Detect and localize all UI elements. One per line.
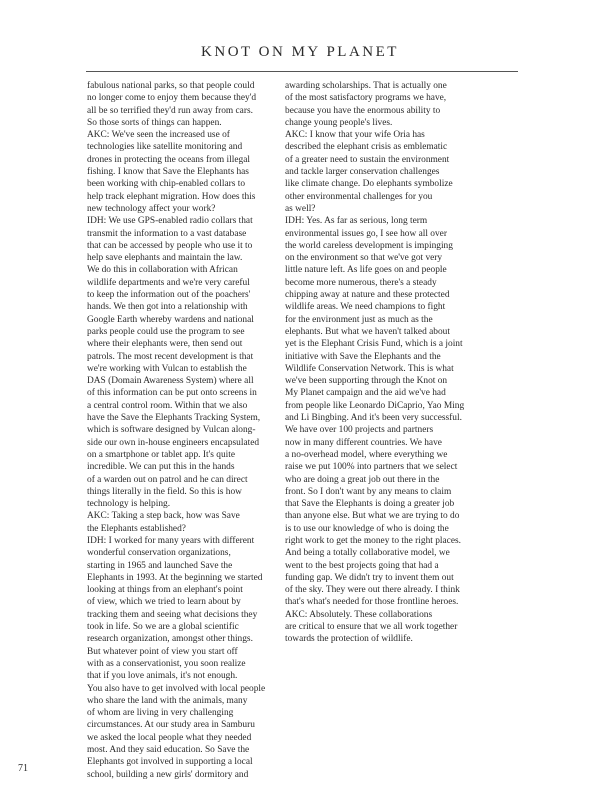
text-line: of the most satisfactory programs we have, [285,93,447,104]
text-line: of this information can be put onto screens in [87,388,257,399]
text-line: took in life. So we are a global scientific [87,622,239,633]
text-line: initiative with Save the Elephants and the [285,351,441,362]
text-line: Google Earth whereby wardens and national [87,314,254,325]
text-line: help save elephants and maintain the law. [87,253,243,264]
text-line: technologies like satellite monitoring and [87,142,243,153]
text-line: right work to get the money to the right places. [285,535,462,546]
text-line: we're working with Vulcan to establish the [87,363,247,374]
text-line: of view, which we tried to learn about by [87,597,241,608]
text-line: and Li Bingbing. And it's been very successful. [285,413,462,424]
text-line: is to use our knowledge of who is doing the [285,523,449,534]
text-line: went to the best projects going that had a [285,560,439,571]
text-line: wildlife departments and we're very careful [87,277,250,288]
text-line: And being a totally collaborative model, we [285,548,450,559]
text-line: yet is the Elephant Crisis Fund, which is a joint [285,339,463,350]
text-line: raise we put 100% into partners that we select [285,462,458,473]
text-line: on a smartphone or tablet app. It's quite [87,449,236,460]
text-line: become more numerous, there's a steady [285,277,437,288]
text-line: We have over 100 projects and partners [285,425,434,436]
text-line: wildlife areas. We need champions to fight [285,302,446,313]
text-line: front. So I don't want by any means to claim [285,486,452,497]
text-line: patrols. The most recent development is that [87,351,254,362]
text-line: circumstances. At our study area in Samburu [87,720,255,731]
text-line: described the elephant crisis as emblematic [285,142,448,153]
text-line: have the Save the Elephants Tracking System, [87,413,261,424]
text-line: looking at things from an elephant's point [87,585,243,596]
text-line: than anyone else. But what we are trying to do [285,511,460,522]
text-line: that can be accessed by people who use it to [87,240,253,251]
text-line: IDH: We use GPS-enabled radio collars that [87,216,253,227]
text-line: AKC: We've seen the increased use of [87,130,230,141]
text-line: a central control room. Within that we also [87,400,248,411]
text-line: no longer come to enjoy them because they'd [87,93,257,104]
text-line: on the environment so that we've got very [285,253,443,264]
text-line: technology is helping. [87,499,171,510]
text-line: wonderful conservation organizations, [87,548,231,559]
text-line: where their elephants were, then send out [87,339,243,350]
text-line: fabulous national parks, so that people could [87,81,255,91]
text-line: AKC: I know that your wife Oria has [285,130,425,141]
text-line: hands. We then got into a relationship with [87,302,248,313]
text-line: towards the protection of wildlife. [285,634,413,645]
text-line: You also have to get involved with local people [87,683,266,694]
text-line: a no-overhead model, where everything we [285,449,448,460]
text-line: AKC: Absolutely. These collaborations [285,609,433,620]
text-line: change young people's lives. [285,117,393,128]
header-rule [86,71,518,72]
text-line: are critical to ensure that we all work together [285,622,458,633]
text-line: of a greater need to sustain the environment [285,154,450,165]
text-line: Elephants in 1993. At the beginning we started [87,572,263,583]
text-line: starting in 1965 and launched Save the [87,560,233,571]
text-line: environmental issues go, I see how all over [285,228,447,239]
text-line: like climate change. Do elephants symbolize [285,179,453,190]
text-line: IDH: Yes. As far as serious, long term [285,216,428,227]
text-line: that Save the Elephants is doing a greater job [285,499,455,510]
text-line: chipping away at nature and these protected [285,290,450,301]
text-line: elephants. But what we haven't talked about [285,326,450,337]
text-line: IDH: I worked for many years with different [87,535,255,546]
text-line: We do this in collaboration with African [87,265,238,276]
text-line: of a warden out on patrol and he can direct [87,474,248,485]
text-line: AKC: Taking a step back, how was Save [87,511,240,522]
text-line: of whom are living in very challenging [87,708,234,719]
text-line: funding gap. We didn't try to invent them out [285,572,454,583]
text-line: school, building a new girls' dormitory and [87,769,249,780]
text-line: which is software designed by Vulcan along- [87,425,256,436]
text-line: My Planet campaign and the aid we've had [285,388,446,399]
text-line: Wildlife Conservation Network. This is what [285,363,454,374]
right-column [285,80,491,646]
text-line: that's what's needed for those frontline heroes. [285,597,459,608]
text-line: Elephants got involved in supporting a local [87,757,253,768]
text-line: the Elephants established? [87,523,186,534]
text-line: been working with chip-enabled collars to [87,179,246,190]
text-line: research organization, amongst other things. [87,634,253,645]
text-line: we asked the local people what they needed [87,732,252,743]
text-line: with as a conservationist, you soon realize [87,658,246,669]
text-line: of the sky. They were out there already. I think [285,585,460,596]
text-line: things literally in the field. So this is how [87,486,242,497]
text-line: incredible. We can put this in the hands [87,462,235,473]
text-line: other environmental challenges for you [285,191,433,202]
text-line: tracking them and seeing what decisions they [87,609,258,620]
text-line: that if you love animals, it's not enough. [87,671,238,682]
text-line: side our own in-house engineers encapsulated [87,437,260,448]
text-line: So those sorts of things can happen. [87,117,222,128]
text-line: all be so terrified they'd run away from cars. [87,105,253,116]
text-line: the world careless development is impinging [285,240,453,251]
text-line: now in many different countries. We have [285,437,442,448]
text-line: help track elephant migration. How does this [87,191,256,202]
text-line: parks people could use the program to see [87,326,245,337]
text-line: most. And they said education. So Save the [87,745,250,756]
text-line: little nature left. As life goes on and people [285,265,447,276]
text-line: DAS (Domain Awareness System) where all [87,376,254,387]
text-line: new technology affect your work? [87,203,216,214]
text-line: and tackle larger conservation challenges [285,167,440,178]
text-line: transmit the information to a vast database [87,228,247,239]
text-line: from people like Leonardo DiCaprio, Yao Ming [285,400,465,411]
text-line: drones in protecting the oceans from illegal [87,154,250,165]
left-column [87,80,293,781]
text-line: awarding scholarships. That is actually one [285,81,447,91]
text-line: who are doing a great job out there in the [285,474,440,485]
text-line: who share the land with the animals, many [87,695,248,706]
text-line: we've been supporting through the Knot on [285,376,448,387]
text-line: for the environment just as much as the [285,314,433,325]
text-line: because you have the enormous ability to [285,105,441,116]
text-line: to keep the information out of the poachers' [87,290,251,301]
running-header: KNOT ON MY PLANET [201,44,399,60]
text-line: as well? [285,203,316,214]
page-number: 71 [18,763,28,774]
text-line: fishing. I know that Save the Elephants has [87,167,249,178]
text-line: But whatever point of view you start off [87,646,238,657]
